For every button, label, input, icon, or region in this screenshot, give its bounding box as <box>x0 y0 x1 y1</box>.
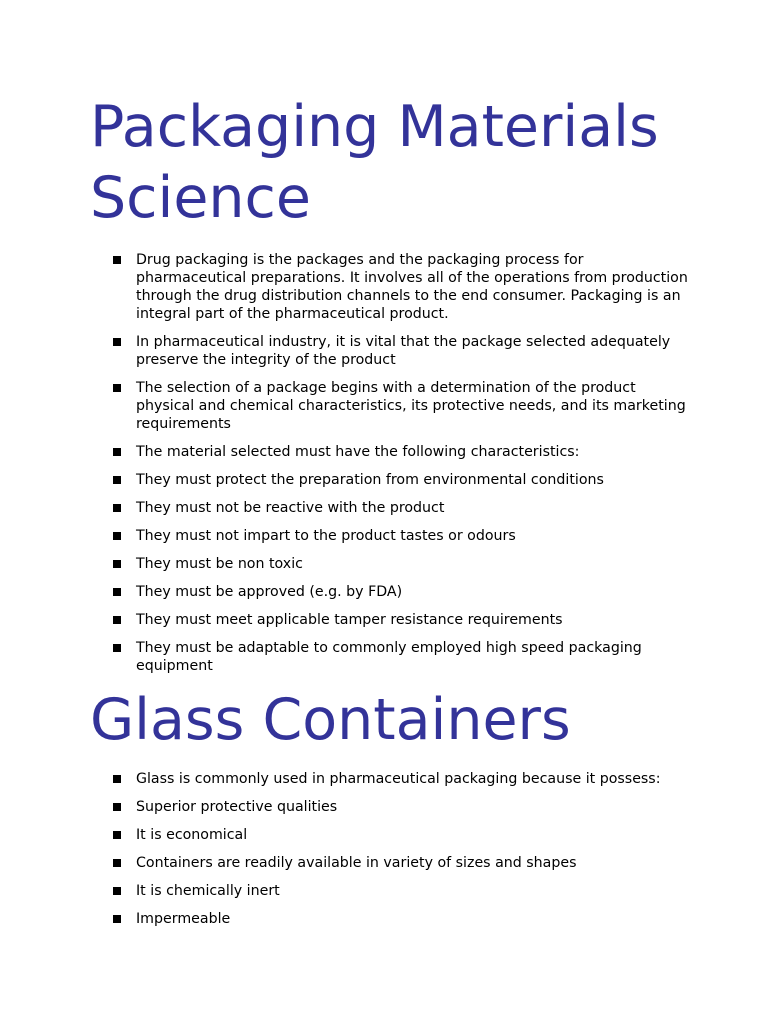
section-heading-packaging-materials-science: Packaging Materials Science <box>90 94 659 231</box>
square-bullet-icon <box>113 256 121 264</box>
list-item <box>113 471 693 489</box>
list-item <box>113 251 693 323</box>
bullet-list-packaging <box>0 251 693 675</box>
bullet-text: It is economical <box>136 827 248 843</box>
bullet-text: Drug packaging is the packages and the packaging process for pharmaceutical preparations. It involves all of the operations from production through the drug distribution channels to the end consumer. Packaging is an integral part of the pharmaceutical product. <box>136 252 688 322</box>
square-bullet-icon <box>113 384 121 392</box>
square-bullet-icon <box>113 532 121 540</box>
bullet-text: It is chemically inert <box>136 883 280 899</box>
section-heading-glass-containers: Glass Containers <box>90 687 571 753</box>
bullet-text: They must protect the preparation from environmental conditions <box>136 472 604 488</box>
bullet-text: Superior protective qualities <box>136 799 338 815</box>
square-bullet-icon <box>113 560 121 568</box>
bullet-text: In pharmaceutical industry, it is vital that the package selected adequately preserve the integrity of the product <box>136 334 671 368</box>
bullet-text: Impermeable <box>136 911 231 927</box>
list-item <box>113 611 693 629</box>
bullet-text: The material selected must have the following characteristics: <box>136 444 580 460</box>
square-bullet-icon <box>113 338 121 346</box>
list-item <box>113 826 693 844</box>
bullet-list-glass <box>0 770 693 928</box>
square-bullet-icon <box>113 588 121 596</box>
list-item <box>113 555 693 573</box>
list-item <box>113 910 693 928</box>
bullet-text: They must meet applicable tamper resistance requirements <box>136 612 563 628</box>
square-bullet-icon <box>113 476 121 484</box>
square-bullet-icon <box>113 448 121 456</box>
list-item <box>113 583 693 601</box>
bullet-text: The selection of a package begins with a determination of the product physical and chemical characteristics, its protective needs, and its marketing requirements <box>136 380 686 432</box>
list-item <box>113 443 693 461</box>
square-bullet-icon <box>113 803 121 811</box>
square-bullet-icon <box>113 831 121 839</box>
list-item <box>113 639 693 675</box>
list-item <box>113 882 693 900</box>
square-bullet-icon <box>113 504 121 512</box>
bullet-text: Glass is commonly used in pharmaceutical packaging because it possess: <box>136 771 661 787</box>
square-bullet-icon <box>113 887 121 895</box>
bullet-text: They must be non toxic <box>136 556 303 572</box>
list-item <box>113 798 693 816</box>
bullet-text: They must not impart to the product tastes or odours <box>136 528 516 544</box>
square-bullet-icon <box>113 644 121 652</box>
list-item <box>113 527 693 545</box>
list-item <box>113 333 693 369</box>
list-item <box>113 854 693 872</box>
square-bullet-icon <box>113 859 121 867</box>
list-item <box>113 379 693 433</box>
bullet-text: They must not be reactive with the product <box>136 500 445 516</box>
list-item <box>113 499 693 517</box>
bullet-text: They must be adaptable to commonly employed high speed packaging equipment <box>136 640 642 674</box>
square-bullet-icon <box>113 915 121 923</box>
bullet-text: Containers are readily available in variety of sizes and shapes <box>136 855 577 871</box>
square-bullet-icon <box>113 775 121 783</box>
square-bullet-icon <box>113 616 121 624</box>
bullet-text: They must be approved (e.g. by FDA) <box>136 584 403 600</box>
list-item <box>113 770 693 788</box>
